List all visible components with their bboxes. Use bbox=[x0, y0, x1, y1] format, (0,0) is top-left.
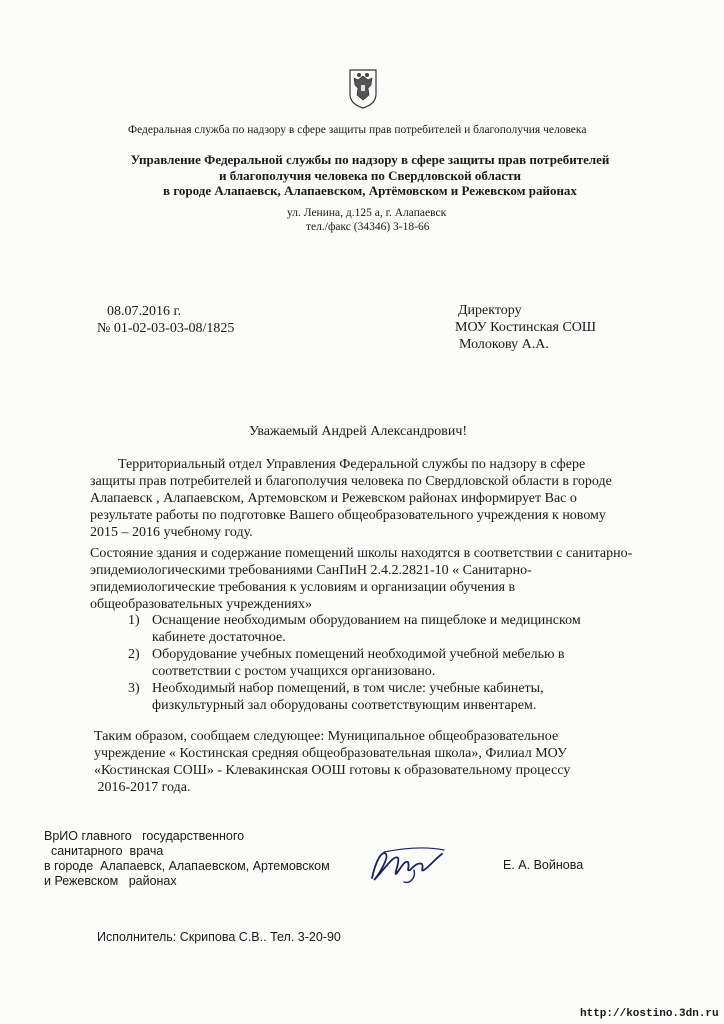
office-phone: тел./факс (34346) 3-18-66 bbox=[306, 221, 430, 233]
office-line: Управление Федеральной службы по надзору в сфере защиты прав потребителей bbox=[130, 152, 610, 167]
text-line: Оборудование учебных помещений необходимой учебной мебелью в bbox=[152, 647, 565, 662]
text-line: Оснащение необходимым оборудованием на пищеблоке и медицинском bbox=[152, 613, 581, 628]
signer-name: Е. А. Войнова bbox=[503, 858, 584, 872]
office-address: ул. Ленина, д.125 а, г. Алапаевск bbox=[287, 207, 447, 219]
text-line: Алапаевск , Алапаевском, Артемовском и Режевском районах информирует Вас о bbox=[90, 491, 577, 506]
letter-number: № 01-02-03-03-08/1825 bbox=[97, 321, 235, 336]
source-url[interactable]: http://kostino.3dn.ru bbox=[580, 1008, 719, 1020]
text-line: физкультурный зал оборудованы соответствующим инвентарем. bbox=[152, 698, 537, 713]
handwritten-signature bbox=[364, 840, 454, 890]
text-line: учреждение « Костинская средняя общеобразовательная школа», Филиал МОУ bbox=[94, 746, 567, 761]
text-line: соответствии с ростом учащихся организовано. bbox=[152, 664, 436, 679]
text-line: результате работы по подготовке Вашего общеобразовательного учреждения к новому bbox=[90, 508, 606, 523]
paragraph-3 bbox=[94, 728, 570, 796]
text-line: эпидемиологическими требованиями СанПиН 2.4.2.2821-10 « Санитарно- bbox=[90, 563, 532, 578]
text-line: кабинете достаточное. bbox=[152, 630, 286, 645]
agency-name: Федеральная служба по надзору в сфере защиты прав потребителей и благополучия человека bbox=[128, 124, 587, 136]
office-line: в городе Алапаевск, Алапаевском, Артёмовском и Режевском районах bbox=[163, 183, 577, 198]
recipient-line: Директору bbox=[458, 303, 522, 318]
requirements-list bbox=[128, 612, 581, 714]
text-line: в городе Алапаевск, Алапаевском, Артемовском bbox=[44, 859, 330, 873]
text-line: и Режевском районах bbox=[44, 874, 177, 888]
salutation: Уважаемый Андрей Александрович! bbox=[249, 424, 468, 439]
text-line: защиты прав потребителей и благополучия человека по Свердловской области в городе bbox=[90, 474, 612, 489]
paragraph-1 bbox=[90, 456, 612, 541]
text-line: Территориальный отдел Управления Федеральной службы по надзору в сфере bbox=[90, 457, 586, 472]
list-item bbox=[128, 646, 581, 680]
text-line: Таким образом, сообщаем следующее: Муниципальное общеобразовательное bbox=[94, 729, 559, 744]
text-line: ВрИО главного государственного bbox=[44, 829, 245, 843]
list-number: 2) bbox=[128, 647, 140, 662]
text-line: санитарного врача bbox=[44, 844, 164, 858]
office-name bbox=[120, 152, 620, 199]
text-line: общеобразовательных учреждениях» bbox=[90, 597, 312, 612]
list-item bbox=[128, 612, 581, 646]
text-line: 2016-2017 года. bbox=[94, 780, 191, 795]
coat-of-arms-icon bbox=[348, 68, 378, 110]
recipient-line: МОУ Костинская СОШ bbox=[455, 320, 597, 335]
signer-block bbox=[44, 829, 330, 889]
paragraph-2 bbox=[90, 545, 632, 613]
text-line: Необходимый набор помещений, в том числе: учебные кабинеты, bbox=[152, 681, 544, 696]
list-item bbox=[128, 680, 581, 714]
text-line: 2015 – 2016 учебному году. bbox=[90, 525, 253, 540]
letter-date: 08.07.2016 г. bbox=[107, 304, 182, 319]
list-number: 3) bbox=[128, 681, 140, 696]
executor-info: Исполнитель: Скрипова С.В.. Тел. 3-20-90 bbox=[97, 930, 341, 944]
office-line: и благополучия человека по Свердловской области bbox=[218, 167, 522, 183]
recipient-line: Молокову А.А. bbox=[459, 337, 549, 352]
text-line: Состояние здания и содержание помещений школы находятся в соответствии с санитарно- bbox=[90, 546, 633, 561]
list-number: 1) bbox=[128, 613, 140, 628]
text-line: «Костинская СОШ» - Клевакинская ООШ готовы к образовательному процессу bbox=[94, 763, 571, 778]
text-line: эпидемиологические требования к условиям и организации обучения в bbox=[90, 580, 516, 595]
